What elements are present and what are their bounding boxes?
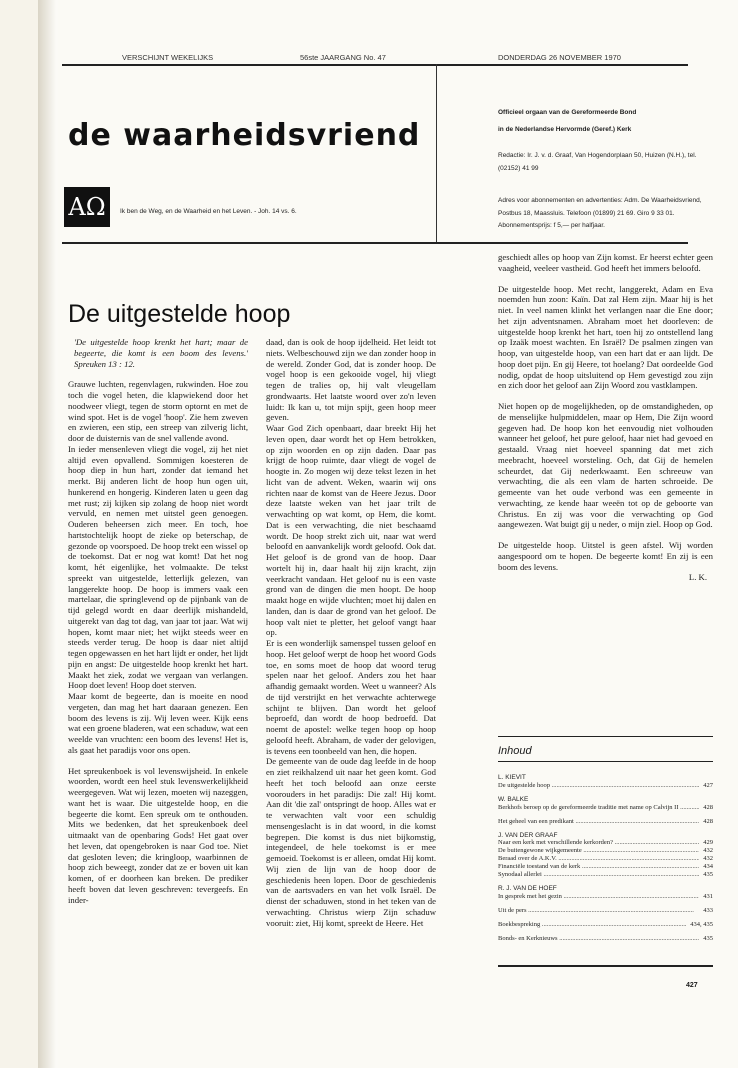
toc-entry-page: 428 <box>703 817 713 825</box>
paragraph: De uitgestelde hoop. Uitstel is geen afstel. Wij worden aangespoord om te hopen. De begeerte komt! En zij is een boom des levens. <box>498 540 713 572</box>
toc-entry[interactable] <box>498 871 713 879</box>
header-left: VERSCHIJNT WEKELIJKS <box>122 53 214 62</box>
toc-entry-label: De uitgestelde hoop ..... <box>498 782 699 790</box>
toc-entry-label: Bonds- en Kerknieuws ..... <box>498 935 699 943</box>
toc-entry-page: 433 <box>703 906 713 914</box>
toc-entry-label: Het geheel van een predikant ..... <box>498 818 699 826</box>
toc-entry-page: 432 <box>703 855 713 863</box>
paragraph: geschiedt alles op hoop van Zijn komst. Er heerst echter geen vaagheid, veeleer vastheid. God heeft het immers beloofd. <box>498 252 713 273</box>
paragraph: De uitgestelde hoop. Met recht, langgerekt, Adam en Eva noemden hun zoon: Kaïn. Dat zal Hem zijn. Maar hij is het niet. In veel namen klinkt het verlangen naar die Ene door; het zijn adventsnamen. Abraham moet het doorleven: de uitgestelde hoop krenkt het hart, toen hij zo ontstellend lang op Izaäk moest wachten. En Israël? De psalmen zingen van hoop, van uitgestelde hoop, van een hart dat er aan lijdt. De hoop doet pijn. En gij Heere, tot hoelang? Dat oordeelde God nodig, opdat de hoop uitsluitend op Hem gevestigd zou zijn en zich door het geloof aan Zijn Woord zou vastklampen. <box>498 283 713 391</box>
toc-entry-label: Beraad over de A.K.V. ..... <box>498 855 699 863</box>
alpha-omega-logo: AΩ <box>64 187 110 227</box>
toc-author: W. BALKE <box>498 795 529 803</box>
toc-entry[interactable] <box>498 935 713 943</box>
toc-entry[interactable] <box>498 907 713 915</box>
toc-entry[interactable] <box>498 782 713 790</box>
toc-entry-page: 432 <box>703 847 713 855</box>
toc-entry-label: Uit de pers ..... <box>498 907 699 915</box>
paragraph: In ieder mensenleven vliegt die vogel, zij het niet altijd even opvallend. Sommigen koesteren de hoop diep in hun hart, zonder dat iemand het merkt. Bij anderen licht de hoop hun ogen uit, hunkerend en hongerig. Kinderen laten u geen dag met rust; zij kijken sip zolang de hoop niet wordt vervuld, en nemen met uitstel geen genoegen. Ouderen beheersen zich meer. En toch, hoe hartstochtelijk hoopt de zieke op beterschap, de gezonde op voorspoed. De hoop trekt een wissel op de toekomst. Dat er nog wat komt! Dat het nog komt, hét eigenlijke, het volmaakte. De tekst spreekt van uitgestelde, letterlijk gelezen, van langgerekte hoop. De hoop is immers vaak een martelaar, die springlevend op de pijnbank van de tijd gelegd wordt en daar deerlijk mishandeld, uitgerekt van dag tot dag, van jaar tot jaar. Wat wij hopen, komt maar niet; het wijkt steeds weer en steeds verder terug. De hoop is daar niet altijd tegen opgewassen en het hart lijdt er onder, het lijdt pijn en angst: De uitgestelde hoop krenkt het hart. Maakt het ziek, zodat we vergaan van verlangen. Hoop doet leven! Hoop doet sterven. <box>68 443 248 691</box>
org-line-2: in de Nederlandse Hervormde (Geref.) Kerk <box>498 126 632 133</box>
header-right: DONDERDAG 26 NOVEMBER 1970 <box>498 53 621 62</box>
toc-entry[interactable] <box>498 863 713 871</box>
toc-entry[interactable] <box>498 847 713 855</box>
adjacent-page-edge <box>0 0 39 1068</box>
article-column-3 <box>498 252 713 583</box>
toc-group <box>498 935 713 943</box>
toc-top-rule <box>498 736 713 737</box>
toc-entry-page: 435 <box>703 934 713 942</box>
toc-entry[interactable] <box>498 839 713 847</box>
article-column-1 <box>68 337 248 905</box>
toc-entry[interactable] <box>498 893 713 901</box>
toc-entry-page: 427 <box>703 781 713 789</box>
toc-group <box>498 885 713 901</box>
top-rule <box>62 64 688 66</box>
toc-entry[interactable] <box>498 855 713 863</box>
masthead-rule <box>62 242 688 244</box>
toc-group <box>498 818 713 826</box>
masthead: de waarheidsvriend <box>68 118 421 153</box>
toc-title-rule <box>498 761 713 762</box>
header-center: 56ste JAARGANG No. 47 <box>300 53 386 62</box>
toc-group <box>498 907 713 915</box>
toc-entry[interactable] <box>498 818 713 826</box>
epigraph: 'De uitgestelde hoop krenkt het hart; maar de begeerte, die komt is een boom des levens.' Spreuken 13 : 12. <box>74 337 248 369</box>
table-of-contents <box>498 768 713 943</box>
toc-entry[interactable] <box>498 921 713 929</box>
paragraph: Waar God Zich openbaart, daar breekt Hij het leven open, daar wordt het op Hem betrokken, op zijn woorden en op zijn daden. Daar pas krijgt de hoop ruimte, daar vliegt de vogel de hoogte in. Zo mogen wij deze tekst lezen in het licht van de advent. Weken, waarin wij ons richten naar de komst van de Heere Jezus. Door deze laatste weken van het jaar trilt de verwachting op wat komt, op Hem, die komt. Dat is een verwachting, die niet beschaamd wordt. De hoop strekt zich uit, naar wat werd beloofd en aanvankelijk wordt geloofd. Ook dat. Het geloof is de grond van de hoop. Daar wortelt hij in, daar haalt hij zijn kracht, zijn veerkracht vandaan. Het geloof nu is een vaste grond van de dingen die men hoopt. De hoop maakt hoge en wijde vluchten; moet hij dalen en landen, dan is daar de grond van het geloof. De hoop valt niet te pletter, het geloof vangt haar op. <box>266 423 436 638</box>
motto: Ik ben de Weg, en de Waarheid en het Leven. - Joh. 14 vs. 6. <box>120 208 297 215</box>
toc-group <box>498 921 713 929</box>
paragraph: Er is een wonderlijk samenspel tussen geloof en hoop. Het geloof werpt de hoop het woord Gods toe, en soms moet de hoop dat woord terug spelen naar het geloof. Anders zou het haar afhandig gemaakt worden. Weet u wanneer? Als de tijd verstrijkt en het verwachte achterwege schijnt te blijven. Dan wordt het geloof beproefd, dan wordt de hoop bedroefd. Dat noemt de apostel: welke tegen hoop op hoop geloofd heeft. Abraham, de vader der gelovigen, is tevens een toonbeeld van hen, die hopen. <box>266 638 436 756</box>
toc-entry-label: Naar een kerk met verschillende kerkorden? ..... <box>498 839 699 847</box>
paragraph: De gemeente van de oude dag leefde in de hoop en ziet reikhalzend uit naar het geen komt. God heeft het toch beloofd aan onze eerste voorouders in het paradijs: Die zal! Hij komt. Aan dit 'die zal' ontspringt de hoop. Alles wat er te verwachten valt voor een schuldig mensengeslacht is in dat woord, in die komst begrepen. Die komst is dus niet bijkomstig, integendeel, de hele toekomst is er mee gemoeid. Toekomst is er alleen, omdat Hij komt. Wij zien de lijn van de hoop door de geschiedenis heen lopen. Door de geschiedenis van de aartsvaders en van het volk Israël. De dienst der schaduwen, stond in het teken van de verwachting. Christus wierp Zijn schaduw vooruit: ziet, Hij komt, spreekt de Heere. Het <box>266 756 436 928</box>
article-title: De uitgestelde hoop <box>68 300 291 328</box>
header-divider <box>436 64 437 242</box>
toc-group <box>498 774 713 790</box>
signature: L. K. <box>688 572 707 583</box>
toc-entry-page: 429 <box>703 839 713 847</box>
toc-entry-label: Berkhofs beroep op de gereformeerde traditie met name op Calvijn II ..... <box>498 804 699 812</box>
paragraph: daad, dan is ook de hoop ijdelheid. Het leidt tot niets. Welbeschouwd zijn we dan zonder hoop in de wereld. Zonder God, dat is zonder hoop. De vogel hoop is een gekooide vogel, hij vliegt tegen de tralies op, hij valt vleugellam grondwaarts. Het laatste woord over zo'n leven luidt: Ik kan u, tot mijn spijt, geen hoop meer geven. <box>266 337 436 423</box>
newspaper-page <box>58 0 738 1068</box>
page-gutter <box>38 0 58 1068</box>
paragraph: Niet hopen op de mogelijkheden, op de omstandigheden, op de menselijke hulpmiddelen, maar op Hem, Die Zijn woord gegeven had. De hoop kon het eenvoudig niet volhouden wanneer het geloof, het pure geloof, haar niet had gevoed en gestaald. Vraag niet hoeveel spanning dat met zich meebracht, hoeveel worsteling. Och, dat Gij de hemelen scheurdet, dat Gij nederkwaamt. Een schreeuw van verwachting, die als een vlam de harten schroeide. De gemeente van het oude verbond was een gemeente in verwachting, ze kende haar weeën tot op de geboorte van Christus. En zij was voor die verwachting op God aangewezen. Wat buigt gij u neder, o mijn ziel. Hoop op God. <box>498 401 713 530</box>
toc-entry[interactable] <box>498 804 713 812</box>
toc-author: R. J. VAN DE HOEF <box>498 884 557 892</box>
toc-entry-label: Boekbespreking ..... <box>498 921 686 929</box>
toc-bottom-rule <box>498 965 713 967</box>
page-number: 427 <box>686 982 698 989</box>
toc-group <box>498 832 713 879</box>
toc-entry-page: 428 <box>703 803 713 811</box>
toc-entry-label: De buitengewone wijkgemeente ..... <box>498 847 699 855</box>
subscription-info: Adres voor abonnementen en advertenties: Adm. De Waarheidsvriend, Postbus 18, Maassluis. Telefoon (01899) 21 69. Giro 9 33 01. Abonnementsprijs: f 5,— per halfjaar. <box>498 197 702 230</box>
toc-author: L. KIEVIT <box>498 774 526 781</box>
org-line-1: Officieel orgaan van de Gereformeerde Bond <box>498 109 637 116</box>
toc-title: Inhoud <box>498 745 532 757</box>
toc-entry-label: In gesprek met het gezin ..... <box>498 893 699 901</box>
toc-author: J. VAN DER GRAAF <box>498 831 558 839</box>
toc-entry-page: 435 <box>703 871 713 879</box>
toc-group <box>498 796 713 812</box>
paragraph: Maar komt de begeerte, dan is moeite en nood vergeten, dan mag het hart daaraan genezen. Een boom des levens is zij. Wij leven weer. Kijk eens wat een groene bladeren, wat een schaduw, wat een weelde van vruchten: een boom des levens! Het is, als gaat het paradijs voor ons open. <box>68 691 248 755</box>
paragraph: Het spreukenboek is vol levenswijsheid. In enkele woorden, wordt een heel stuk levenswerkelijkheid weergegeven. Wat wij lezen, moeten wij nazeggen, want het is waar. Die uitgestelde hoop, en die begeerte die komt. Een spreuk om te onthouden. Mits we bedenken, dat het spreukenboek deel uitmaakt van de openbaring Gods! Het gaat over het leven, dat opengebroken is naar God toe. Niet dat gesloten leven; die kringloop, waarbinnen de hoop zich beweegt, zonder dat ze er boven uit kan komen, of er doorheen kan breken. De prediker heeft boven dat leven geschreven: tevergeefs. En inder- <box>68 765 248 905</box>
editorial-info: Redactie: Ir. J. v. d. Graaf, Van Hogendorplaan 50, Huizen (N.H.), tel. (02152) 41 99 <box>498 152 697 172</box>
toc-entry-page: 434, 435 <box>690 920 713 928</box>
publisher-org <box>498 104 713 138</box>
toc-entry-label: Financiële toestand van de kerk ..... <box>498 863 699 871</box>
paragraph: Grauwe luchten, regenvlagen, rukwinden. Hoe zou toch die vogel heten, die klapwiekend door het noodweer vliegt, tegen de storm optornt en met de wind spot. Het is de vogel 'hoop'. Zie hem zweven en zwieren, een stip, een streep van zilverig licht, door de duisternis van de snel vallende avond. <box>68 379 248 443</box>
article-column-2 <box>266 337 436 928</box>
toc-entry-label: Synodaal allerlei ..... <box>498 871 699 879</box>
toc-entry-page: 431 <box>703 892 713 900</box>
toc-entry-page: 434 <box>703 863 713 871</box>
